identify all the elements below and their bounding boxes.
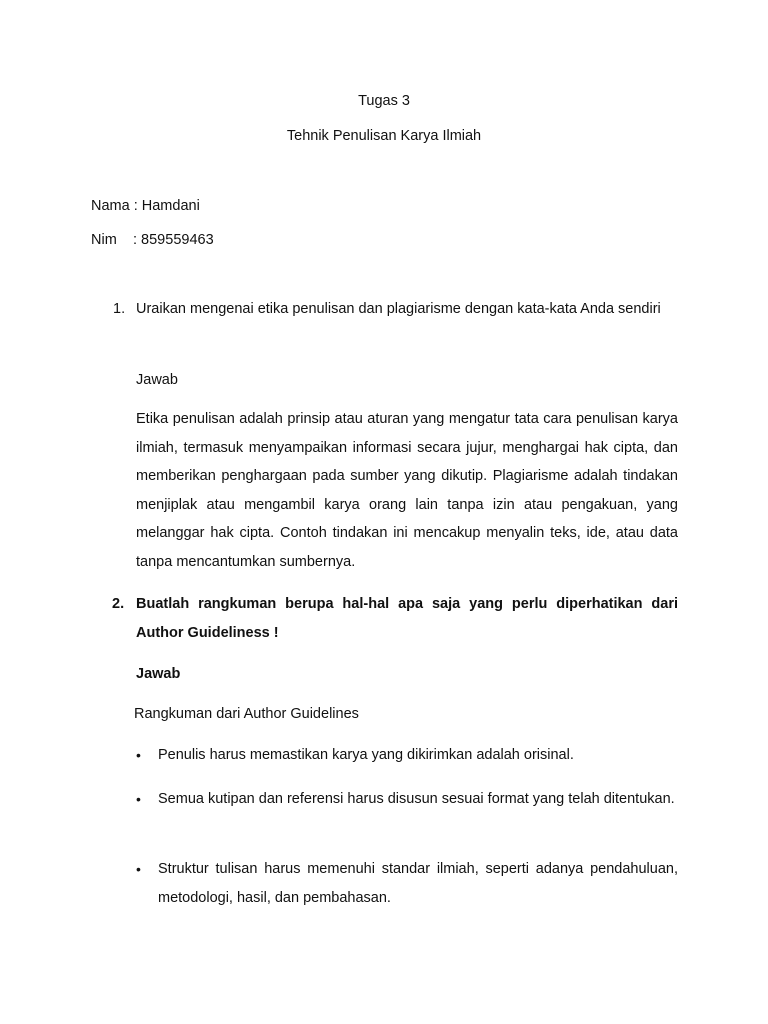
nim-label: Nim xyxy=(91,232,117,248)
bullet-2-symbol: • xyxy=(136,791,141,807)
question-2-intro: Rangkuman dari Author Guidelines xyxy=(134,706,359,722)
bullet-3-text: Struktur tulisan harus memenuhi standar ilmiah, seperti adanya pendahuluan, metodologi, hasil, dan pembahasan. xyxy=(158,861,678,906)
document-subtitle: Tehnik Penulisan Karya Ilmiah xyxy=(286,128,482,144)
question-1-number: 1. xyxy=(113,301,126,317)
nim-value: : 859559463 xyxy=(133,232,214,248)
question-1-text: Uraikan mengenai etika penulisan dan plagiarisme dengan kata-kata Anda sendiri xyxy=(136,301,661,317)
question-1-answer: Etika penulisan adalah prinsip atau aturan yang mengatur tata cara penulisan karya ilmiah, termasuk menyampaikan informasi secara jujur, menghargai hak cipta, dan memberikan penghargaan pada sumber yang dikutip. Plagiarisme adalah tindakan menjiplak atau mengambil karya orang lain tanpa izin atau pengakuan, yang melanggar hak cipta. Contoh tindakan ini mencakup menyalin teks, ide, atau data tanpa mencantumkan sumbernya. xyxy=(136,411,678,570)
question-2-answer-label: Jawab xyxy=(136,666,181,682)
bullet-3-symbol: • xyxy=(136,861,141,877)
question-2-text: Buatlah rangkuman berupa hal-hal apa saja yang perlu diperhatikan dari Author Guideliness ! xyxy=(136,596,678,641)
bullet-1-symbol: • xyxy=(136,747,141,763)
bullet-2-text: Semua kutipan dan referensi harus disusun sesuai format yang telah ditentukan. xyxy=(158,791,675,807)
question-1-answer-label: Jawab xyxy=(136,372,178,388)
student-name: Nama : Hamdani xyxy=(91,198,200,214)
student-nim xyxy=(91,232,214,248)
document-title: Tugas 3 xyxy=(358,93,410,109)
bullet-1-text: Penulis harus memastikan karya yang dikirimkan adalah orisinal. xyxy=(158,747,574,763)
question-2-number: 2. xyxy=(112,596,125,612)
